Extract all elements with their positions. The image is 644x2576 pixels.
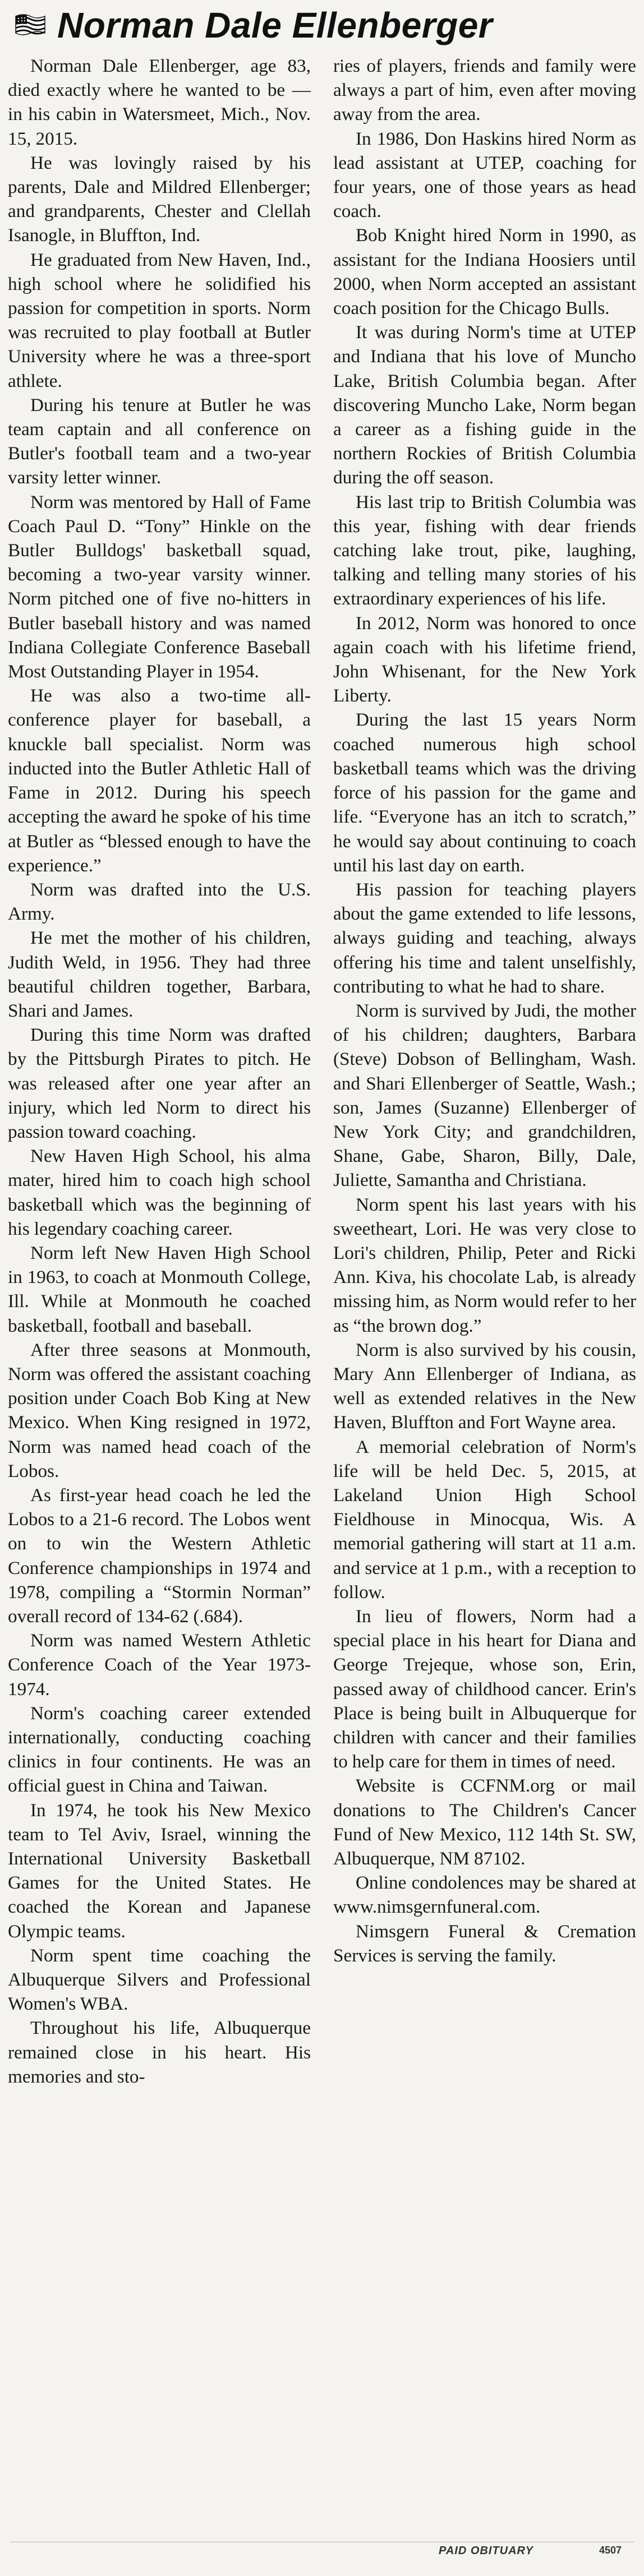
paragraph: Norm spent his last years with his sweetheart, Lori. He was very close to Lori's children, Philip, Peter and Ricki Ann. Kiva, his chocolate Lab, is already missing him, as Norm would refer to her as “the brown dog.” <box>333 1194 636 1336</box>
paragraph: Norm is survived by Judi, the mother of his children; daughters, Barbara (Steve) Dobson of Bellingham, Wash. and Shari Ellenberger of Seattle, Wash.; son, James (Suzanne) Ellenberger of New York City; and grandchildren, Shane, Gabe, Sharon, Billy, Dale, Juliette, Samantha and Christiana. <box>333 1000 636 1191</box>
left-column <box>8 54 311 2089</box>
ad-code: 4507 <box>599 2545 622 2556</box>
paragraph: His last trip to British Columbia was this year, fishing with dear friends catching lake trout, pike, laughing, talking and telling many stories of his extraordinary experiences of his life. <box>333 491 636 610</box>
paragraph: During his tenure at Butler he was team captain and all conference on Butler's football team and a two-year varsity letter winner. <box>8 394 311 488</box>
paragraph: Norm was drafted into the U.S. Army. <box>8 879 311 925</box>
paragraph: He was lovingly raised by his parents, Dale and Mildred Ellenberger; and grandparents, Chester and Clellah Isanogle, in Bluffton, Ind. <box>8 152 311 246</box>
paragraph: In lieu of flowers, Norm had a special place in his heart for Diana and George Trejeque, whose son, Erin, passed away of childhood cancer. Erin's Place is being built in Albuquerque for children with cancer and their families to help care for them in times of need. <box>333 1606 636 1772</box>
paragraph: Norm was named Western Athletic Conference Coach of the Year 1973-1974. <box>8 1630 311 1700</box>
american-flag-icon <box>13 13 47 38</box>
obituary-title: Norman Dale Ellenberger <box>57 5 493 45</box>
paragraph: In 1974, he took his New Mexico team to Tel Aviv, Israel, winning the International University Basketball Games for the United States. He coached the Korean and Japanese Olympic teams. <box>8 1799 311 1942</box>
paragraph: In 2012, Norm was honored to once again coach with his lifetime friend, John Whisenant, for the New York Liberty. <box>333 612 636 707</box>
paragraph: Norm left New Haven High School in 1963, to coach at Monmouth College, Ill. While at Monmouth he coached basketball, football and baseball. <box>8 1242 311 1336</box>
paragraph: Norm's coaching career extended internationally, conducting coaching clinics in four continents. He was an official guest in China and Taiwan. <box>8 1702 311 1797</box>
paragraph: During this time Norm was drafted by the Pittsburgh Pirates to pitch. He was released after one year after an injury, which led Norm to direct his passion toward coaching. <box>8 1024 311 1142</box>
paragraph: Norm was mentored by Hall of Fame Coach Paul D. “Tony” Hinkle on the Butler Bulldogs' basketball squad, becoming a two-year varsity winner. Norm pitched one of five no-hitters in Butler baseball history and was named Indiana Collegiate Conference Baseball Most Outstanding Player in 1954. <box>8 491 311 682</box>
obituary-body <box>8 54 636 2089</box>
paragraph: He met the mother of his children, Judith Weld, in 1956. They had three beautiful children together, Barbara, Shari and James. <box>8 927 311 1021</box>
paragraph: It was during Norm's time at UTEP and Indiana that his love of Muncho Lake, British Columbia began. After discovering Muncho Lake, Norm began a career as a fishing guide in the northern Rockies of British Columbia during the off season. <box>333 322 636 488</box>
obituary-header <box>8 0 636 50</box>
paragraph: As first-year head coach he led the Lobos to a 21-6 record. The Lobos went on to win the Western Athletic Conference championships in 1974 and 1978, compiling a “Stormin Norman” overall record of 134-62 (.684). <box>8 1484 311 1627</box>
paragraph: Throughout his life, Albuquerque remained close in his heart. His memories and sto- <box>8 2018 311 2087</box>
paragraph: Online condolences may be shared at www.nimsgernfuneral.com. <box>333 1872 636 1918</box>
paragraph: After three seasons at Monmouth, Norm was offered the assistant coaching position under Coach Bob King at New Mexico. When King resigned in 1972, Norm was named head coach of the Lobos. <box>8 1339 311 1481</box>
paragraph: Nimsgern Funeral & Cremation Services is serving the family. <box>333 1921 636 1966</box>
paragraph: Norman Dale Ellenberger, age 83, died exactly where he wanted to be — in his cabin in Watersmeet, Mich., Nov. 15, 2015. <box>8 56 311 149</box>
paragraph: A memorial celebration of Norm's life will be held Dec. 5, 2015, at Lakeland Union High School Fieldhouse in Minocqua, Wis. A memorial gathering will start at 11 a.m. and service at 1 p.m., with a reception to follow. <box>333 1436 636 1603</box>
paragraph: His passion for teaching players about the game extended to life lessons, always guiding and teaching, always offering his time and talent unselfishly, contributing to what he had to share. <box>333 879 636 997</box>
paragraph: In 1986, Don Haskins hired Norm as lead assistant at UTEP, coaching for four years, one of those years as head coach. <box>333 128 636 222</box>
paragraph: ries of players, friends and family were always a part of him, even after moving away from the area. <box>333 56 636 125</box>
right-column <box>333 54 636 2089</box>
paragraph: He graduated from New Haven, Ind., high school where he solidified his passion for competition in sports. Norm was recruited to play football at Butler University where he was a three-sport athlete. <box>8 249 311 391</box>
paragraph: He was also a two-time all-conference player for baseball, a knuckle ball specialist. Norm was inducted into the Butler Athletic Hall of Fame in 2012. During his speech accepting the award he spoke of his time at Butler as “blessed enough to have the experience.” <box>8 685 311 876</box>
paragraph: During the last 15 years Norm coached numerous high school basketball teams which was the driving force of his passion for the game and life. “Everyone has an itch to scratch,” he would say about continuing to coach until his last day on earth. <box>333 709 636 876</box>
paragraph: Bob Knight hired Norm in 1990, as assistant for the Indiana Hoosiers until 2000, when Norm accepted an assistant coach position for the Chicago Bulls. <box>333 225 636 319</box>
paragraph: Website is CCFNM.org or mail donations to The Children's Cancer Fund of New Mexico, 112 14th St. SW, Albuquerque, NM 87102. <box>333 1775 636 1869</box>
paragraph: New Haven High School, his alma mater, hired him to coach high school basketball which was the beginning of his legendary coaching career. <box>8 1146 311 1239</box>
obituary-footer <box>0 2545 644 2561</box>
paragraph: Norm spent time coaching the Albuquerque Silvers and Professional Women's WBA. <box>8 1945 311 2015</box>
paragraph: Norm is also survived by his cousin, Mary Ann Ellenberger of Indiana, as well as extended relatives in the New Haven, Bluffton and Fort Wayne area. <box>333 1339 636 1433</box>
paid-obituary-label: PAID OBITUARY <box>439 2545 533 2557</box>
